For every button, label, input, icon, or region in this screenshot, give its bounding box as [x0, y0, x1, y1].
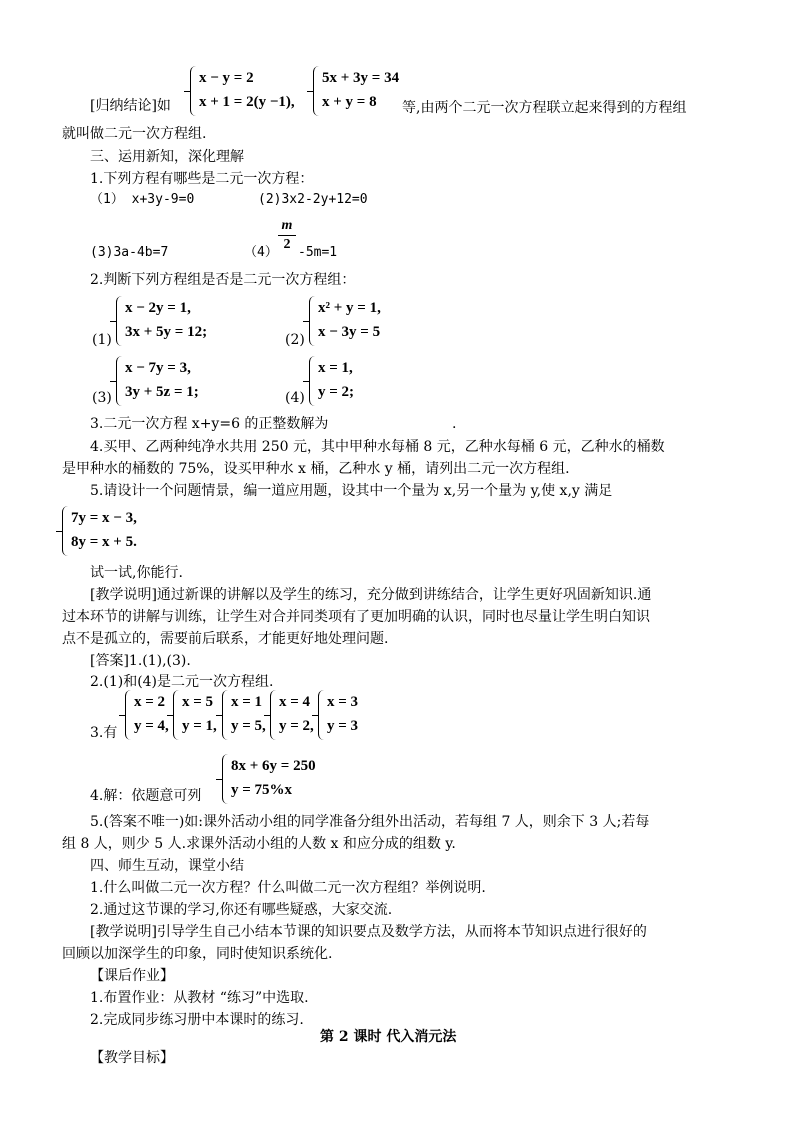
equation: y = 5,: [231, 718, 266, 734]
q1-option-1: （1） x+3y-9=0: [90, 192, 195, 207]
homework-heading: 【课后作业】: [90, 968, 174, 984]
q1-option-4-label: （4）: [244, 245, 278, 260]
intro-system-1: [190, 66, 310, 116]
intro-suffix: 等,由两个二元一次方程联立起来得到的方程组: [402, 100, 687, 116]
answer-4-label: 4.解：依题意可列: [90, 788, 202, 804]
equation: 3x + 5y = 12;: [125, 324, 208, 340]
q2-system-1: [116, 296, 236, 346]
summary-item-1: 1.什么叫做二元一次方程？什么叫做二元一次方程组？举例说明.: [90, 880, 486, 896]
answer-2: 2.(1)和(4)是二元一次方程组.: [90, 674, 274, 690]
intro-system-2: [313, 66, 403, 116]
equation: x = 5: [182, 694, 214, 710]
equation: x − y = 2: [199, 70, 254, 86]
q1-option-2: (2)3x2-2y+12=0: [258, 192, 368, 207]
lesson-2-title: 第 2 课时 代入消元法: [320, 1029, 457, 1045]
intro-prefix: [归纳结论]如: [90, 98, 171, 114]
q2-label-1: (1): [92, 332, 112, 348]
fraction-denominator: 2: [283, 237, 291, 252]
question-4-line-1: 4.买甲、乙两种纯净水共用 250 元，其中甲种水每桶 8 元，乙种水每桶 6 元，乙种水的桶数: [90, 439, 665, 455]
teaching-note-2-line-2: 回顾以加深学生的印象，同时使知识系统化.: [62, 946, 333, 962]
homework-item-2: 2.完成同步练习册中本课时的练习.: [90, 1012, 304, 1028]
equation: y = 2,: [279, 718, 314, 734]
equation: x − 3y = 5: [318, 324, 381, 340]
q2-label-3: (3): [92, 390, 112, 406]
equation: x + 1 = 2(y −1),: [199, 94, 295, 110]
answer-3-solution: [318, 690, 366, 740]
answer-1: [答案]1.(1),(3).: [90, 653, 191, 669]
q2-label-2: (2): [285, 332, 305, 348]
intro-continuation: 就叫做二元一次方程组.: [62, 126, 207, 142]
equation: x − 2y = 1,: [125, 300, 191, 316]
question-4-line-2: 是甲种水的桶数的 75%，设买甲种水 x 桶，乙种水 y 桶，请列出二元一次方程组.: [62, 461, 570, 477]
equation: y = 3: [327, 718, 359, 734]
section-3-heading: 三、运用新知，深化理解: [90, 149, 244, 165]
question-5: 5.请设计一个问题情景，编一道应用题，设其中一个量为 x,另一个量为 y,使 x,y 满足: [90, 483, 613, 499]
q1-option-4-rest: -5m=1: [298, 245, 338, 260]
equation: y = 4,: [134, 718, 169, 734]
question-3: 3.二元一次方程 x+y=6 的正整数解为: [90, 416, 329, 432]
teaching-note-1-line-3: 点不是孤立的，需要前后联系，才能更好地处理问题.: [62, 631, 389, 647]
equation: x = 3: [327, 694, 359, 710]
answer-3-solution: [173, 690, 221, 740]
equation: x + y = 8: [322, 94, 377, 110]
homework-item-1: 1.布置作业：从教材 “练习”中选取.: [90, 990, 309, 1006]
equation: 8x + 6y = 250: [231, 758, 316, 774]
answer-5-line-2: 组 8 人，则少 5 人.求课外活动小组的人数 x 和应分成的组数 y.: [62, 836, 456, 852]
q1-fraction: [278, 217, 296, 254]
q1-option-3: (3)3a-4b=7: [90, 245, 169, 260]
equation: 5x + 3y = 34: [322, 70, 400, 86]
q2-label-4: (4): [285, 390, 305, 406]
fraction-numerator: m: [278, 217, 296, 236]
question-2: 2.判断下列方程组是否是二元一次方程组：: [90, 272, 356, 288]
equation: y = 1,: [182, 718, 217, 734]
equation: x = 4: [279, 694, 311, 710]
section-4-heading: 四、师生互动，课堂小结: [90, 858, 244, 874]
answer-3-solution: [125, 690, 173, 740]
answer-3-solution: [270, 690, 318, 740]
answer-3-solution: [222, 690, 270, 740]
question-1: 1.下列方程有哪些是二元一次方程：: [90, 171, 314, 187]
answer-3-label: 3.有: [90, 725, 118, 741]
equation: x = 1: [231, 694, 263, 710]
summary-item-2: 2.通过这节课的学习,你还有哪些疑惑，大家交流.: [90, 902, 393, 918]
teaching-note-1-line-1: [教学说明]通过新课的讲解以及学生的练习，充分做到讲练结合，让学生更好巩固新知识.通: [90, 587, 652, 603]
equation: y = 75%x: [231, 782, 293, 798]
equation: 7y = x − 3,: [71, 510, 137, 526]
equation: y = 2;: [318, 384, 355, 400]
equation: 8y = x + 5.: [71, 534, 137, 550]
teaching-note-2-line-1: [教学说明]引导学生自己小结本节课的知识要点及数学方法，从而将本节知识点进行很好的: [90, 924, 647, 940]
try-it-line: 试一试,你能行.: [90, 565, 183, 581]
q2-system-3: [116, 356, 226, 406]
teaching-goals-heading: 【教学目标】: [90, 1050, 174, 1066]
equation: 3y + 5z = 1;: [125, 384, 199, 400]
equation: x = 2: [134, 694, 166, 710]
question-3-end: .: [452, 416, 457, 432]
equation: x − 7y = 3,: [125, 360, 191, 376]
teaching-note-1-line-2: 过本环节的讲解与训练，让学生对合并同类项有了更加明确的认识，同时也尽量让学生明白知识: [62, 609, 650, 625]
equation: x² + y = 1,: [318, 300, 381, 316]
q2-system-2: [309, 296, 409, 346]
equation: x = 1,: [318, 360, 353, 376]
q5-system: [62, 506, 162, 556]
answer-4-system: [222, 754, 332, 804]
answer-5-line-1: 5.(答案不唯一)如:课外活动小组的同学准备分组外出活动，若每组 7 人，则余下 3 人;若每: [90, 814, 650, 830]
q2-system-4: [309, 356, 369, 406]
